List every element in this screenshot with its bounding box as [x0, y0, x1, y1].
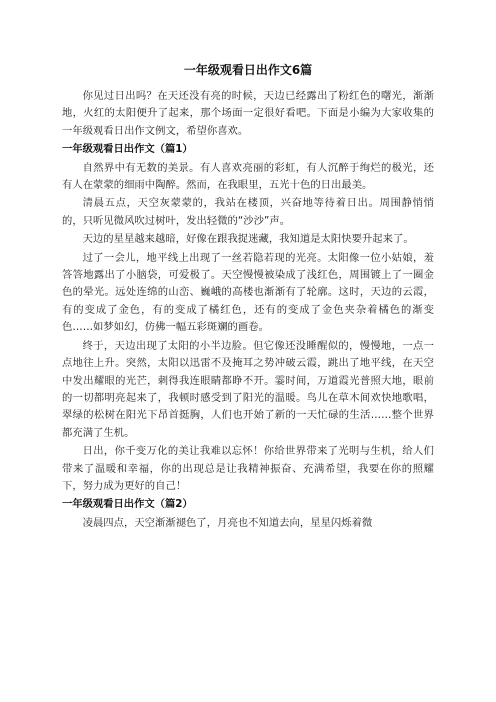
body-paragraph: 过了一会儿，地平线上出现了一丝若隐若现的光亮。太阳像一位小姑娘，羞答答地露出了小脑袋，可爱极了。天空慢慢被染成了浅红色，周围镀上了一圈金色的晕光。远处连绵的山峦、巍峨的高楼也渐渐有了轮廓。这时，天边的云霞，有的变成了金色，有的变成了橘红色，还有的变成了金色夹杂着橘色的渐变色……如梦如幻，仿佛一幅五彩斑斓的画卷。	[62, 251, 434, 334]
section-heading: 一年级观看日出作文（篇1）	[62, 143, 193, 156]
body-paragraph: 终于，天边出现了太阳的小半边脸。但它像还没睡醒似的，慢慢地，一点一点地往上升。突然，太阳以迅雷不及掩耳之势冲破云霞，跳出了地平线，在天空中发出耀眼的光芒，刺得我连眼睛都睁不开。霎时间，万道霞光普照大地，眼前的一切都明亮起来了，我顿时感受到了阳光的温暖。鸟儿在草木间欢快地歌唱，翠绿的松树在阳光下昂首挺胸，人们也开始了新的一天忙碌的生活……整个世界都充满了生机。	[62, 339, 434, 439]
section-heading: 一年级观看日出作文（篇2）	[62, 498, 193, 511]
document-title: 一年级观看日出作文6篇	[183, 63, 313, 77]
body-paragraph: 天边的星星越来越暗，好像在跟我捉迷藏，我知道是太阳快要升起来了。	[82, 233, 414, 246]
intro-paragraph: 你见过日出吗？在天还没有亮的时候，天边已经露出了粉红色的曙光，渐渐地，火红的太阳便升了起来，那个场面一定很好看吧。下面是小编为大家收集的一年级观看日出作文例文，希望你喜欢。	[62, 90, 434, 137]
document-page	[62, 62, 434, 533]
essay-section-2	[62, 496, 434, 532]
body-paragraph: 自然界中有无数的美景。有人喜欢亮丽的彩虹，有人沉醉于绚烂的极光，还有人在蒙蒙的细雨中陶醉。然而，在我眼里，五光十色的日出最美。	[62, 161, 434, 192]
body-paragraph: 凌晨四点，天空渐渐褪色了，月亮也不知道去向，星星闪烁着微	[82, 516, 373, 529]
essay-section-1	[62, 141, 434, 495]
body-paragraph: 清晨五点，天空灰蒙蒙的，我站在楼顶，兴奋地等待着日出。周围静悄悄的，只听见微风吹过树叶，发出轻微的“沙沙”声。	[62, 197, 434, 227]
body-paragraph: 日出，你千变万化的美让我难以忘怀！你给世界带来了光明与生机，给人们带来了温暖和幸福，你的出现总是让我精神振奋、充满希望，我要在你的照耀下，努力成为更好的自己！	[62, 445, 434, 492]
